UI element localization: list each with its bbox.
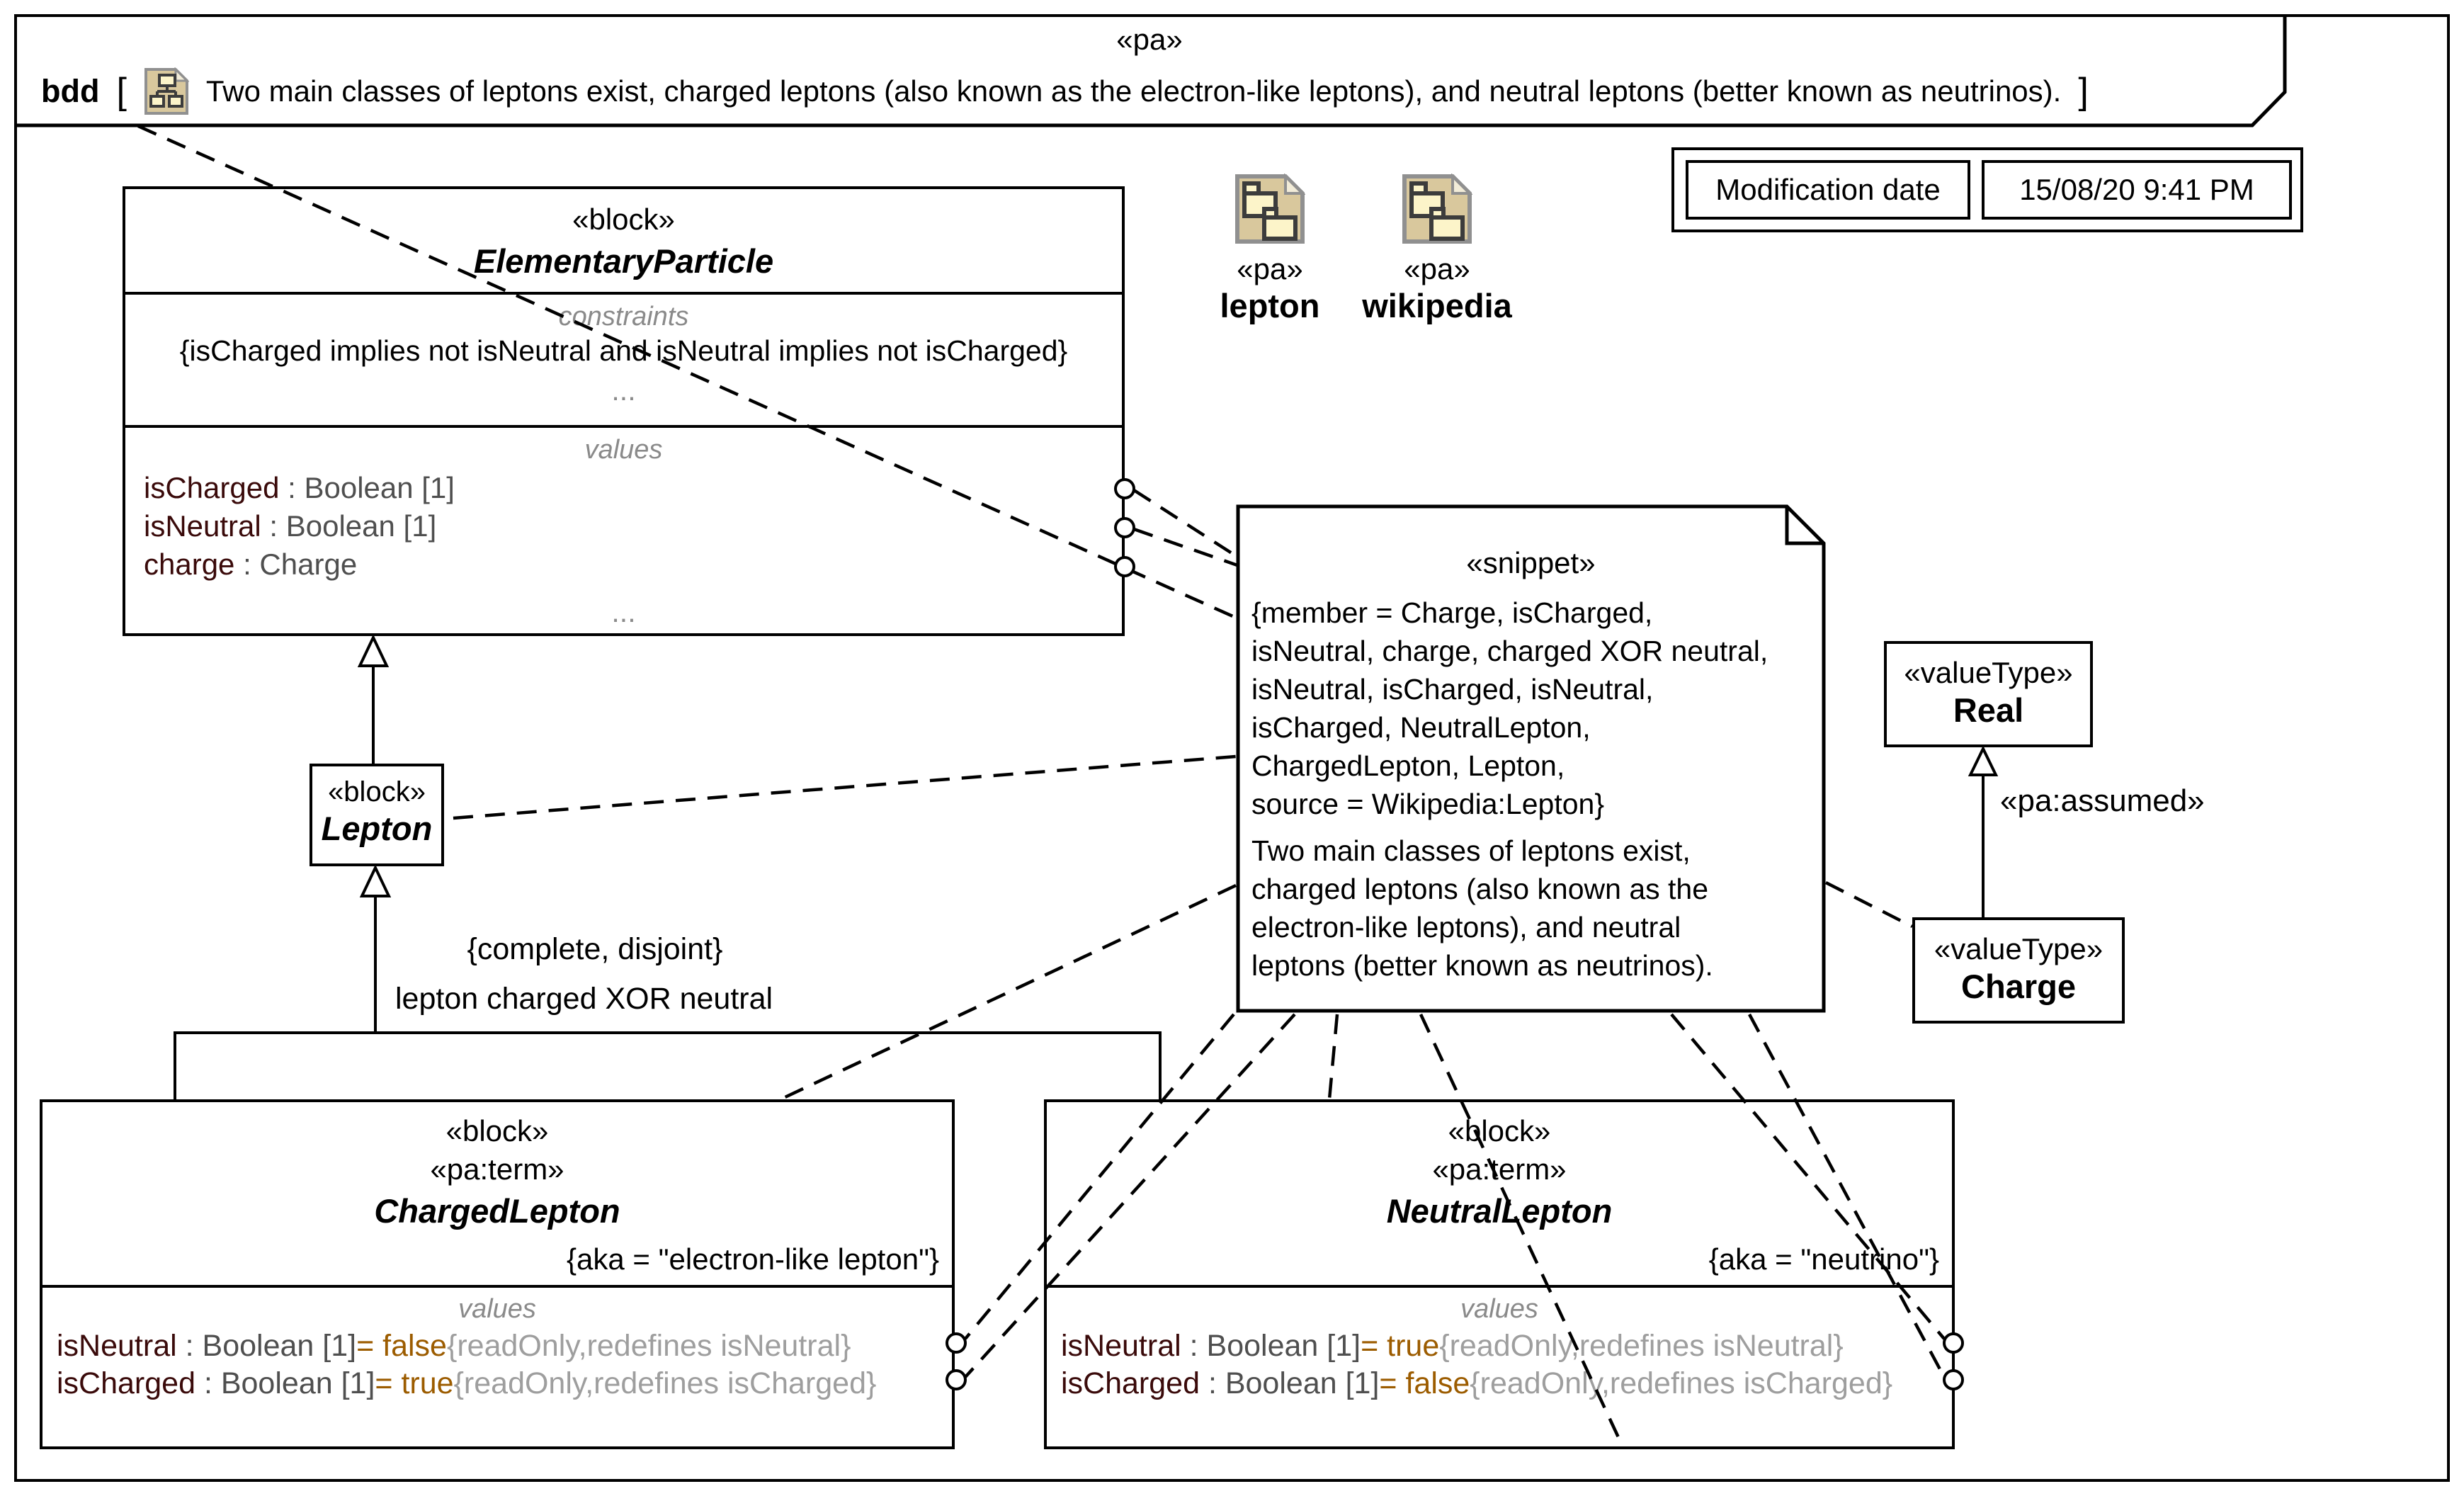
modification-date-value-cell: [1982, 160, 2292, 220]
charge-name: Charge: [1961, 968, 2076, 1005]
ep-value-row: charge : Charge: [144, 548, 358, 581]
ep-name: ElementaryParticle: [473, 242, 774, 280]
snippet-stereotype: «snippet»: [1466, 546, 1596, 579]
snippet-meta-text: {member = Charge, isCharged, isNeutral, charge, charged XOR neutral, isNeutral, isCharged, isNeutral, isCharged, NeutralLepton, ChargedLepton, Lepton, source = Wikipedia:Lepton}: [1251, 596, 1768, 820]
nl-value-row: isCharged : Boolean [1]= false{readOnly,redefines isCharged}: [1061, 1366, 1893, 1400]
ep-constraint-text: {isCharged implies not isNeutral and isNeutral implies not isCharged}: [179, 334, 1068, 367]
frame-open-bracket: [: [116, 71, 127, 112]
real-name: Real: [1953, 691, 2024, 729]
ep-constraints-label: constraints: [558, 302, 689, 332]
snippet-body-text: Two main classes of leptons exist, charged leptons (also known as the electron-like leptons), and neutral leptons (better known as neutrinos).: [1251, 834, 1713, 982]
package-icon: [1234, 174, 1305, 244]
block-lepton[interactable]: [310, 764, 444, 866]
bdd-diagram-icon: [144, 67, 189, 115]
package-stereotype: «pa»: [1237, 252, 1303, 285]
package-icon: [1402, 174, 1472, 244]
modification-date-table[interactable]: [1671, 147, 2303, 232]
lepton-stereotype: «block»: [328, 776, 426, 808]
frame-title: Two main classes of leptons exist, charged leptons (also known as the electron-like leptons), and neutral leptons (better known as neutrinos).: [205, 74, 2062, 108]
ep-values-label: values: [584, 435, 663, 465]
package-name: wikipedia: [1362, 287, 1512, 324]
cl-values-label: values: [458, 1294, 536, 1324]
lepton-name: Lepton: [321, 810, 433, 847]
frame-close-bracket: ]: [2078, 71, 2089, 112]
cl-stereotype-block: «block»: [445, 1114, 549, 1148]
ep-separator-1: [125, 292, 1122, 295]
generalization-constraint-label: {complete, disjoint}: [467, 932, 723, 966]
valuetype-real[interactable]: [1884, 641, 2093, 747]
cl-name: ChargedLepton: [374, 1192, 620, 1230]
block-neutral-lepton[interactable]: [1044, 1099, 1955, 1449]
valuetype-charge[interactable]: [1912, 917, 2125, 1024]
nl-aka-label: {aka = "neutrino"}: [1708, 1242, 1939, 1276]
frame-header: [41, 61, 2089, 122]
pa-assumed-label: «pa:assumed»: [2000, 783, 2205, 818]
nl-stereotype-block: «block»: [1448, 1114, 1551, 1148]
frame-kind-label: bdd: [41, 73, 100, 109]
nl-separator: [1047, 1285, 1952, 1288]
cl-separator: [42, 1285, 952, 1288]
modification-date-label: Modification date: [1715, 173, 1941, 206]
cl-value-row: isNeutral : Boolean [1]= false{readOnly,redefines isNeutral}: [57, 1329, 851, 1363]
nl-value-row: isNeutral : Boolean [1]= true{readOnly,redefines isNeutral}: [1061, 1329, 1844, 1363]
snippet-note[interactable]: [1236, 504, 1826, 1013]
cl-value-row: isCharged : Boolean [1]= true{readOnly,redefines isCharged}: [57, 1366, 877, 1400]
ep-stereotype: «block»: [572, 203, 675, 236]
nl-values-label: values: [1460, 1294, 1538, 1324]
ep-constraints-ellipsis: ...: [611, 374, 636, 407]
ep-separator-2: [125, 425, 1122, 428]
block-charged-lepton[interactable]: [40, 1099, 955, 1449]
cl-stereotype-paterm: «pa:term»: [430, 1152, 564, 1186]
generalization-name-label: lepton charged XOR neutral: [395, 982, 773, 1016]
charge-stereotype: «valueType»: [1934, 932, 2104, 965]
ep-value-row: isCharged : Boolean [1]: [144, 471, 455, 504]
real-stereotype: «valueType»: [1904, 656, 2073, 689]
nl-stereotype-paterm: «pa:term»: [1432, 1152, 1567, 1186]
ep-value-row: isNeutral : Boolean [1]: [144, 509, 437, 543]
package-wikipedia[interactable]: [1338, 174, 1536, 325]
block-elementary-particle[interactable]: [123, 186, 1125, 636]
cl-aka-label: {aka = "electron-like lepton"}: [567, 1242, 939, 1276]
package-name: lepton: [1220, 287, 1320, 324]
nl-name: NeutralLepton: [1386, 1192, 1613, 1230]
package-stereotype: «pa»: [1404, 252, 1470, 285]
modification-date-label-cell: [1686, 160, 1970, 220]
modification-date-value: 15/08/20 9:41 PM: [2019, 173, 2254, 206]
ep-values-ellipsis: ...: [611, 596, 636, 628]
frame-stereotype: «pa»: [1116, 23, 1183, 56]
